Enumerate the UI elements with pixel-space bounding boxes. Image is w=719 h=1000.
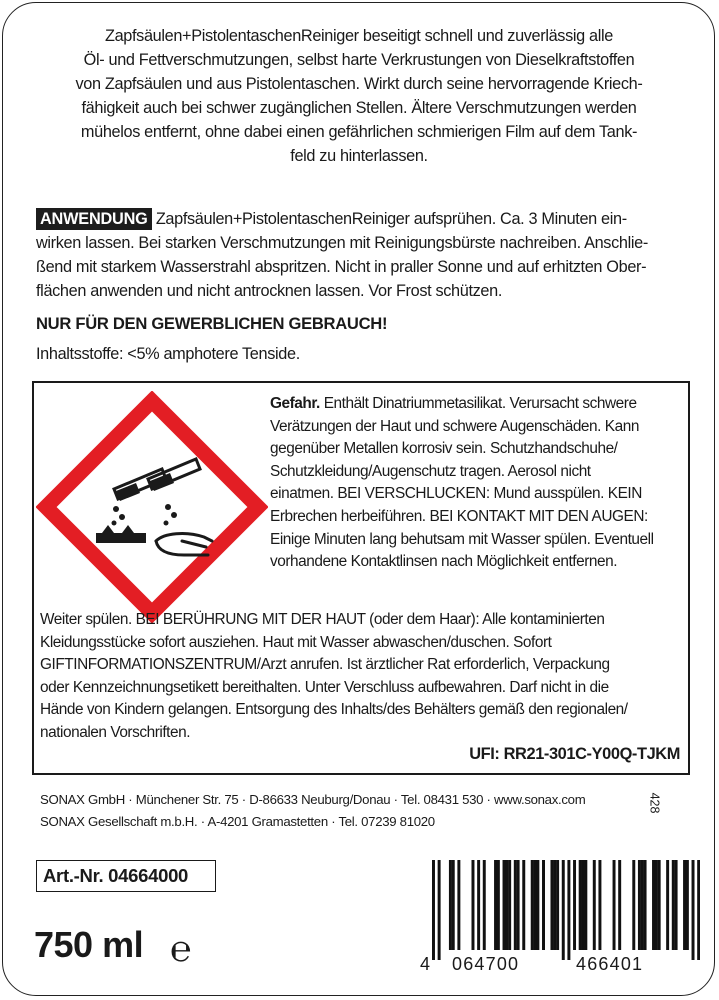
barcode-bar — [582, 860, 585, 950]
ean-barcode — [432, 860, 700, 960]
volume: 750 ml — [34, 924, 144, 965]
manufacturer-address: SONAX Gesellschaft m.b.H. · A-4201 Gramastetten · Tel. 07239 81020 — [40, 814, 435, 829]
barcode-bar — [536, 860, 539, 950]
hazard-line: Schutzkleidung/Augenschutz tragen. Aerosol nicht — [270, 462, 591, 480]
hazard-line: vorhandene Kontaktlinsen nach Möglichkeit entfernen. — [270, 553, 618, 571]
barcode-bar — [672, 860, 675, 950]
barcode-bar — [584, 860, 587, 950]
ingredients-text: Inhaltsstoffe: <5% amphotere Tenside. — [36, 345, 300, 363]
barcode-bar — [692, 860, 695, 960]
commercial-use-notice: NUR FÜR DEN GEWERBLICHEN GEBRAUCH! — [36, 314, 388, 333]
hazard-line: Einige Minuten lang behutsam mit Wasser spülen. Eventuell — [270, 530, 654, 548]
product-description — [24, 24, 694, 168]
usage-line: wirken lassen. Bei starken Verschmutzungen mit Reinigungsbürste nachreiben. Anschlie- — [36, 234, 648, 252]
barcode-bar — [655, 860, 658, 950]
barcode-bar — [666, 860, 669, 950]
barcode-bar — [618, 860, 621, 950]
barcode-digits-left: 064700 — [452, 954, 520, 974]
usage-instructions — [36, 207, 704, 303]
barcode-bar — [644, 860, 647, 950]
signal-word: Gefahr. — [270, 395, 320, 412]
hazard-line: einatmen. BEI VERSCHLUCKEN: Mund ausspülen. KEIN — [270, 485, 642, 503]
description-line: fähigkeit auch bei schwer zugänglichen Stellen. Ältere Verschmutzungen werden — [81, 99, 637, 117]
barcode-bar — [452, 860, 455, 950]
batch-code: 428 — [647, 792, 662, 814]
description-line: Öl- und Fettverschmutzungen, selbst harte Verkrustungen von Dieselkraftstoffen — [83, 51, 635, 69]
barcode-bar — [542, 860, 545, 950]
barcode-bar — [567, 860, 570, 960]
barcode-bar — [697, 860, 700, 960]
usage-line: flächen anwenden und nicht antrocknen lassen. Vor Frost schützen. — [36, 282, 502, 300]
estimated-sign: ℮ — [170, 929, 192, 969]
manufacturer-address: SONAX GmbH · Münchener Str. 75 · D-86633 Neuburg/Donau · Tel. 08431 530 · www.sonax.com — [40, 792, 586, 807]
hazard-line: Verätzungen der Haut und schwere Augenschäden. Kann — [270, 417, 639, 435]
barcode-bar — [438, 860, 441, 960]
barcode-bar — [494, 860, 497, 950]
hazard-line: gegenüber Metallen korrosiv sein. Schutzhandschuhe/ — [270, 440, 618, 458]
barcode-bar — [550, 860, 553, 950]
hazard-line: GIFTINFORMATIONSZENTRUM/Arzt anrufen. Ist ärztlicher Rat erforderlich, Verpackung — [40, 656, 610, 674]
usage-first-line — [36, 207, 704, 231]
barcode-bar — [503, 860, 506, 950]
barcode-bar — [477, 860, 480, 950]
description-line: Zapfsäulen+PistolentaschenReiniger beseitigt schnell und zuverlässig alle — [105, 27, 613, 45]
barcode-digits-right: 466401 — [576, 954, 644, 974]
ufi-code: UFI: RR21-301C-Y00Q-TJKM — [469, 745, 680, 763]
hazard-statement-continued — [40, 609, 688, 745]
barcode-bar — [497, 860, 500, 950]
hazard-line: nationalen Vorschriften. — [40, 723, 191, 741]
usage-line: ßend mit starkem Wasserstrahl abspritzen. Nicht in praller Sonne und auf erhitzten Ober- — [36, 258, 647, 276]
barcode-bar — [562, 860, 565, 960]
barcode-bar — [432, 860, 435, 960]
barcode-bar — [531, 860, 534, 950]
barcode-bar — [658, 860, 661, 950]
hazard-line: Erbrechen herbeiführen. BEI KONTAKT MIT DEN AUGEN: — [270, 507, 648, 525]
hazard-line: oder Kennzeichnungsetikett bereithalten. Unter Verschluss aufbewahren. Darf nicht in die — [40, 678, 609, 696]
hazard-line — [270, 393, 688, 416]
barcode-bar — [686, 860, 689, 950]
description-line: feld zu hinterlassen. — [290, 147, 428, 165]
hazard-line: Hände von Kindern gelangen. Entsorgung des Inhalts/des Behälters gemäß den regionalen/ — [40, 701, 628, 719]
usage-line: Zapfsäulen+PistolentaschenReiniger aufsprühen. Ca. 3 Minuten ein- — [155, 210, 627, 228]
barcode-bar — [613, 860, 616, 950]
barcode-bar — [598, 860, 601, 950]
description-line: mühelos entfernt, ohne dabei einen gefährlichen schmierigen Film auf dem Tank- — [80, 123, 638, 141]
barcode-bar — [514, 860, 517, 950]
hazard-line: Weiter spülen. BEI BERÜHRUNG MIT DER HAUT (oder dem Haar): Alle kontaminierten — [40, 611, 605, 628]
barcode-bar — [638, 860, 641, 950]
barcode-bar — [522, 860, 525, 950]
barcode-bar — [483, 860, 486, 950]
barcode-bar — [579, 860, 582, 950]
article-number: Art.-Nr. 04664000 — [36, 860, 216, 892]
barcode-bar — [675, 860, 678, 950]
corrosion-pictogram-icon — [36, 391, 268, 623]
hazard-box — [32, 381, 690, 775]
barcode-bar — [517, 860, 520, 950]
barcode-bar — [593, 860, 596, 950]
barcode-bar — [556, 860, 559, 950]
description-line: von Zapfsäulen und aus Pistolentaschen. Wirkt durch seine hervorragende Kriech- — [75, 75, 643, 93]
hazard-line-rest: Enthält Dinatriummetasilikat. Verursacht schwere — [319, 395, 637, 412]
hazard-line: Kleidungsstücke sofort ausziehen. Haut mit Wasser abwaschen/duschen. Sofort — [40, 633, 552, 651]
barcode-bar — [449, 860, 452, 950]
barcode-bar — [652, 860, 655, 950]
barcode-bar — [632, 860, 635, 950]
usage-badge: ANWENDUNG — [36, 208, 152, 230]
barcode-bar — [534, 860, 537, 950]
barcode-digit-first: 4 — [420, 954, 432, 974]
barcode-bar — [573, 860, 576, 950]
barcode-bar — [457, 860, 460, 950]
barcode-bar — [505, 860, 508, 950]
barcode-bar — [471, 860, 474, 950]
barcode-bar — [683, 860, 686, 950]
barcode-bar — [508, 860, 511, 950]
barcode-bar — [641, 860, 644, 950]
barcode-bar — [553, 860, 556, 950]
hazard-statement — [270, 393, 688, 574]
